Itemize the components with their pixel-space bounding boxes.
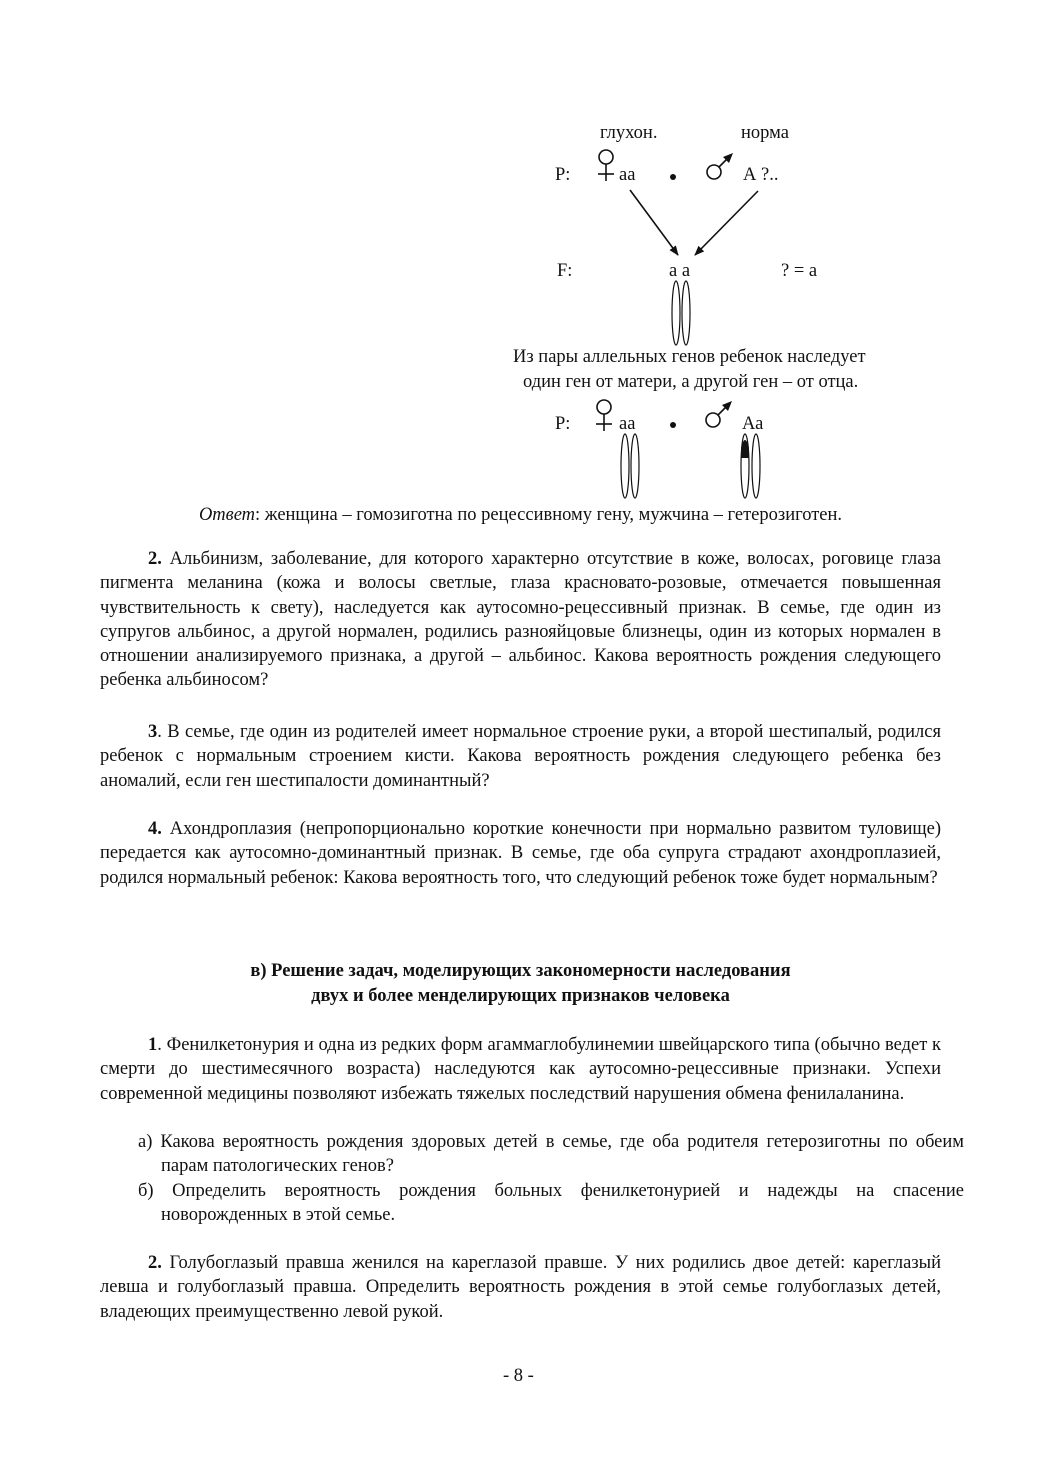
task-b3: [100, 720, 941, 793]
task-text: . Фенилкетонурия и одна из редких форм агаммаглобулинемии швейцарского типа (обычно ведет к смерти до шестимесячного возраста) наследуются как аутосомно-рецессивные признаки. Успехи современной медицины позволяют избежать тяжелых последствий нарушения обмена фенилаланина.: [100, 1035, 941, 1104]
page-number: - 8 -: [503, 1366, 534, 1386]
section-heading-line-1: в) Решение задач, моделирующих закономерности наследования: [250, 961, 791, 981]
task-c1-sub-b: б) Определить вероятность рождения больных фенилкетонурией и надежды на спасение новорожденных в этой семье.: [138, 1181, 964, 1226]
arrow-from-mother: [630, 190, 678, 255]
p-label-1: P:: [555, 165, 571, 185]
answer-label: Ответ: [198, 505, 256, 525]
task-text: Альбинизм, заболевание, для которого характерно отсутствие в коже, волосах, роговице глаза пигмента меланина (кожа и волосы светлые, глаза красновато-розовые, отмечается повышенная чувствительность к свету), наследуется как аутосомно-рецессивный признак. В семье, где один из супругов альбинос, а другой нормален, родились разнояйцовые близнецы, один из которых нормален в отношении анализируемого признака, а другой – альбинос. Какова вероятность рождения следующего ребенка альбиносом?: [100, 549, 941, 691]
arrow-from-father: [695, 191, 758, 255]
task-number: 3: [148, 722, 158, 742]
task-number: 2.: [148, 1253, 162, 1273]
female-genotype-1: аа: [619, 165, 636, 185]
male-genotype-1: А ?..: [743, 165, 779, 185]
offspring-genotype: а а: [669, 261, 691, 281]
label-norm: норма: [741, 123, 789, 143]
explanation-line-2: один ген от матери, а другой ген – от отца.: [523, 372, 859, 392]
task-c1-sub-a: а) Какова вероятность рождения здоровых детей в семье, где оба родителя гетерозиготны по обеим парам патологических генов?: [138, 1132, 964, 1177]
task-number: 1: [148, 1035, 158, 1055]
section-heading-line-2: двух и более менделирующих признаков человека: [311, 986, 730, 1006]
cross-dot-1: [670, 174, 676, 180]
label-deaf: глухон.: [600, 123, 658, 143]
female-symbol-1: [598, 150, 614, 181]
p-label-2: P:: [555, 414, 571, 434]
mother-chromosome-pair: [621, 434, 639, 498]
genetics-cross-diagram: [0, 0, 1041, 510]
task-number: 2.: [148, 549, 162, 569]
task-c1: [100, 1033, 941, 1106]
female-genotype-2: аа: [619, 414, 636, 434]
answer-text: : женщина – гомозиготна по рецессивному гену, мужчина – гетерозиготен.: [255, 505, 843, 525]
task-text: Голубоглазый правша женился на кареглазой правше. У них родились двое детей: кареглазый левша и голубоглазый правша. Определить вероятность рождения в этой семье голубоглазых детей, владеющих преимущественно левой рукой.: [100, 1253, 941, 1322]
offspring-note: ? = а: [781, 261, 818, 281]
task-text: . В семье, где один из родителей имеет нормальное строение руки, а второй шестипалый, родился ребенок с нормальным строением кисти. Какова вероятность рождения следующего ребенка без аномалий, если ген шестипалости доминантный?: [100, 722, 941, 791]
task-number: 4.: [148, 819, 162, 839]
task-c2: [100, 1251, 941, 1324]
task-b2: [100, 547, 941, 693]
cross-dot-2: [670, 422, 676, 428]
task-text: Ахондроплазия (непропорционально короткие конечности при нормально развитом туловище) передается как аутосомно-доминантный признак. В семье, где оба супруга страдают ахондроплазией, родился нормальный ребенок: Какова вероятность того, что следующий ребенок тоже будет нормальным?: [100, 819, 941, 888]
offspring-chromosome-pair: [672, 281, 690, 345]
male-genotype-2: Аа: [742, 414, 764, 434]
female-symbol-2: [596, 400, 612, 431]
f-label: F:: [557, 261, 573, 281]
explanation-line-1: Из пары аллельных генов ребенок наследует: [513, 347, 866, 367]
answer-line: [100, 506, 941, 525]
task-b4: [100, 817, 941, 890]
